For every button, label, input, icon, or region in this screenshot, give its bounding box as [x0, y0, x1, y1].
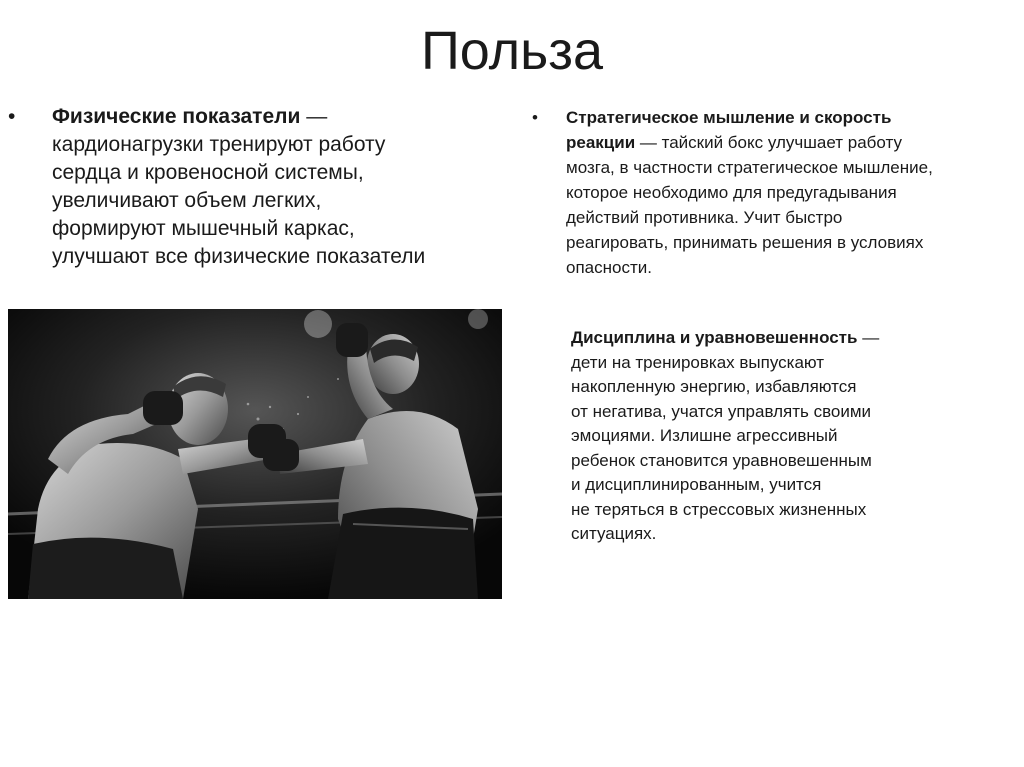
right-bullet-line: которое необходимо для предугадывания — [566, 183, 897, 202]
discipline-line: накопленную энергию, избавляются — [571, 377, 857, 396]
discipline-heading: Дисциплина и уравновешенность — [571, 328, 858, 347]
right-bullet-line: опасности. — [566, 258, 652, 277]
muay-thai-fight-photo — [8, 309, 502, 599]
discipline-line: от негатива, учатся управлять своими — [571, 401, 872, 421]
bullet-marker: • — [8, 105, 16, 128]
right-bullet-line: мозга, в частности стратегическое мышление, — [566, 158, 933, 177]
left-bullet-heading: Физические показатели — [52, 105, 301, 128]
discipline-line: и дисциплинированным, учится — [571, 475, 822, 494]
left-bullet-line: увеличивают объем легких, — [52, 189, 322, 212]
right-bullet-heading: Стратегическое мышление и скорость — [566, 108, 892, 127]
left-bullet-line: формируют мышечный каркас, — [52, 217, 355, 240]
right-bullet-line: реагировать, принимать решения в условиях — [566, 233, 924, 252]
left-bullet-block — [8, 103, 478, 271]
left-bullet-text — [52, 103, 478, 271]
bullet-marker: • — [532, 108, 538, 127]
right-bullet-heading: реакции — [566, 133, 636, 152]
left-bullet-line: улучшают все физические показатели — [52, 245, 426, 268]
right-bullet-block — [532, 105, 1012, 280]
slide-title: Польза — [420, 21, 604, 81]
right-bullet-text — [566, 105, 1012, 280]
right-bullet-line: — тайский бокс улучшает работу — [635, 133, 902, 152]
left-bullet-line: сердца и кровеносной системы, — [52, 161, 364, 184]
discipline-line: ребенок становится уравновешенным — [571, 450, 872, 470]
discipline-line: эмоциями. Излишне агрессивный — [571, 426, 838, 445]
discipline-text-block — [571, 326, 951, 547]
discipline-line: не теряться в стрессовых жизненных — [571, 499, 867, 519]
discipline-line: дети на тренировках выпускают — [571, 352, 825, 372]
right-bullet-line: действий противника. Учит быстро — [566, 208, 843, 227]
discipline-line: — — [857, 328, 880, 347]
left-bullet-line: кардионагрузки тренируют работу — [52, 133, 386, 156]
discipline-line: ситуациях. — [571, 524, 657, 543]
left-bullet-line: — — [300, 105, 328, 128]
